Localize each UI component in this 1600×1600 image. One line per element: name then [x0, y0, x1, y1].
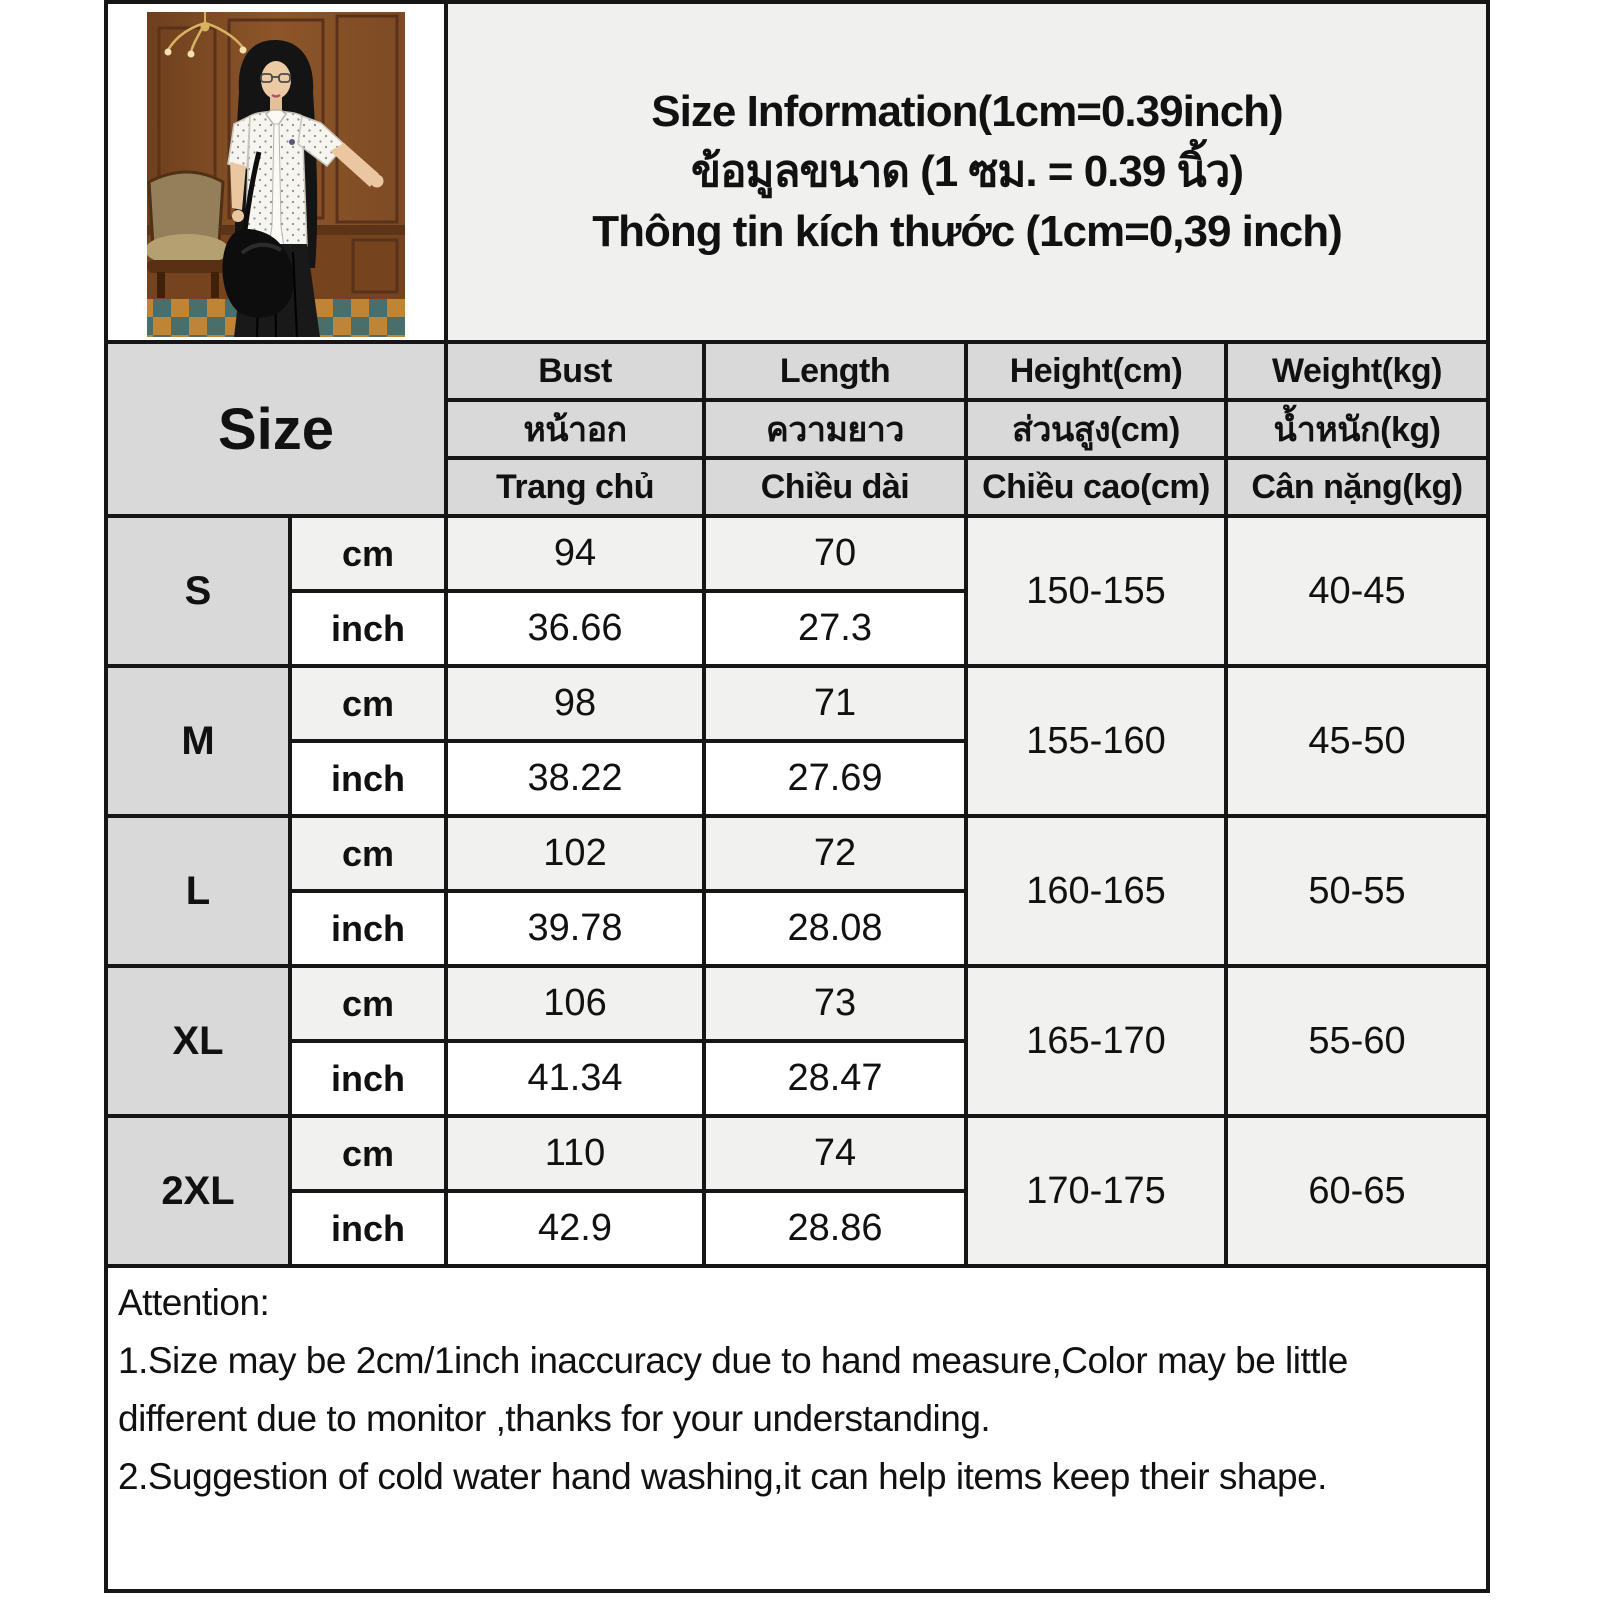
s-bust-inch: 36.66	[448, 593, 702, 664]
l-height: 160-165	[968, 818, 1224, 964]
l-bust-cm: 102	[448, 818, 702, 889]
unit-cm: cm	[292, 1118, 444, 1189]
bust-header-en: Bust	[448, 344, 702, 398]
2xl-length-cm: 74	[706, 1118, 964, 1189]
attention-note-2: 2.Suggestion of cold water hand washing,it can help items keep their shape.	[118, 1456, 1327, 1497]
l-length-inch: 28.08	[706, 893, 964, 964]
unit-cm: cm	[292, 968, 444, 1039]
weight-header-en: Weight(kg)	[1228, 344, 1486, 398]
m-weight: 45-50	[1228, 668, 1486, 814]
row-label-s: S	[108, 518, 288, 664]
xl-length-cm: 73	[706, 968, 964, 1039]
s-bust-cm: 94	[448, 518, 702, 589]
s-length-inch: 27.3	[706, 593, 964, 664]
xl-height: 165-170	[968, 968, 1224, 1114]
xl-bust-inch: 41.34	[448, 1043, 702, 1114]
title-vietnamese: Thông tin kích thước (1cm=0,39 inch)	[592, 207, 1342, 256]
unit-inch: inch	[292, 743, 444, 814]
2xl-weight: 60-65	[1228, 1118, 1486, 1264]
attention-heading: Attention:	[118, 1282, 270, 1323]
m-bust-inch: 38.22	[448, 743, 702, 814]
row-label-l: L	[108, 818, 288, 964]
l-weight: 50-55	[1228, 818, 1486, 964]
s-height: 150-155	[968, 518, 1224, 664]
l-bust-inch: 39.78	[448, 893, 702, 964]
row-label-m: M	[108, 668, 288, 814]
2xl-bust-cm: 110	[448, 1118, 702, 1189]
size-chart-table	[104, 0, 1490, 1593]
unit-cm: cm	[292, 818, 444, 889]
model-photo-illustration	[147, 12, 405, 337]
weight-header-vi: Cân nặng(kg)	[1228, 460, 1486, 514]
size-column-header: Size	[108, 344, 444, 514]
unit-inch: inch	[292, 1193, 444, 1264]
attention-note-1: 1.Size may be 2cm/1inch inaccuracy due to hand measure,Color may be little different due to monitor ,thanks for your understanding.	[118, 1340, 1348, 1439]
unit-cm: cm	[292, 668, 444, 739]
m-bust-cm: 98	[448, 668, 702, 739]
bust-header-vi: Trang chủ	[448, 460, 702, 514]
length-header-th: ความยาว	[706, 402, 964, 456]
title-english: Size Information(1cm=0.39inch)	[651, 87, 1283, 136]
s-length-cm: 70	[706, 518, 964, 589]
length-header-vi: Chiều dài	[706, 460, 964, 514]
bust-header-th: หน้าอก	[448, 402, 702, 456]
m-length-cm: 71	[706, 668, 964, 739]
product-photo-cell	[108, 4, 444, 340]
2xl-height: 170-175	[968, 1118, 1224, 1264]
attention-note	[108, 1268, 1486, 1589]
unit-inch: inch	[292, 1043, 444, 1114]
title-block	[448, 4, 1486, 340]
row-label-xl: XL	[108, 968, 288, 1114]
unit-inch: inch	[292, 893, 444, 964]
2xl-bust-inch: 42.9	[448, 1193, 702, 1264]
weight-header-th: น้ำหนัก(kg)	[1228, 402, 1486, 456]
s-weight: 40-45	[1228, 518, 1486, 664]
xl-bust-cm: 106	[448, 968, 702, 1039]
title-thai: ข้อมูลขนาด (1 ซม. = 0.39 นิ้ว)	[690, 147, 1243, 196]
unit-inch: inch	[292, 593, 444, 664]
m-length-inch: 27.69	[706, 743, 964, 814]
row-label-2xl: 2XL	[108, 1118, 288, 1264]
height-header-en: Height(cm)	[968, 344, 1224, 398]
xl-weight: 55-60	[1228, 968, 1486, 1114]
l-length-cm: 72	[706, 818, 964, 889]
2xl-length-inch: 28.86	[706, 1193, 964, 1264]
height-header-vi: Chiều cao(cm)	[968, 460, 1224, 514]
m-height: 155-160	[968, 668, 1224, 814]
xl-length-inch: 28.47	[706, 1043, 964, 1114]
model-photo	[147, 12, 405, 337]
length-header-en: Length	[706, 344, 964, 398]
unit-cm: cm	[292, 518, 444, 589]
height-header-th: ส่วนสูง(cm)	[968, 402, 1224, 456]
